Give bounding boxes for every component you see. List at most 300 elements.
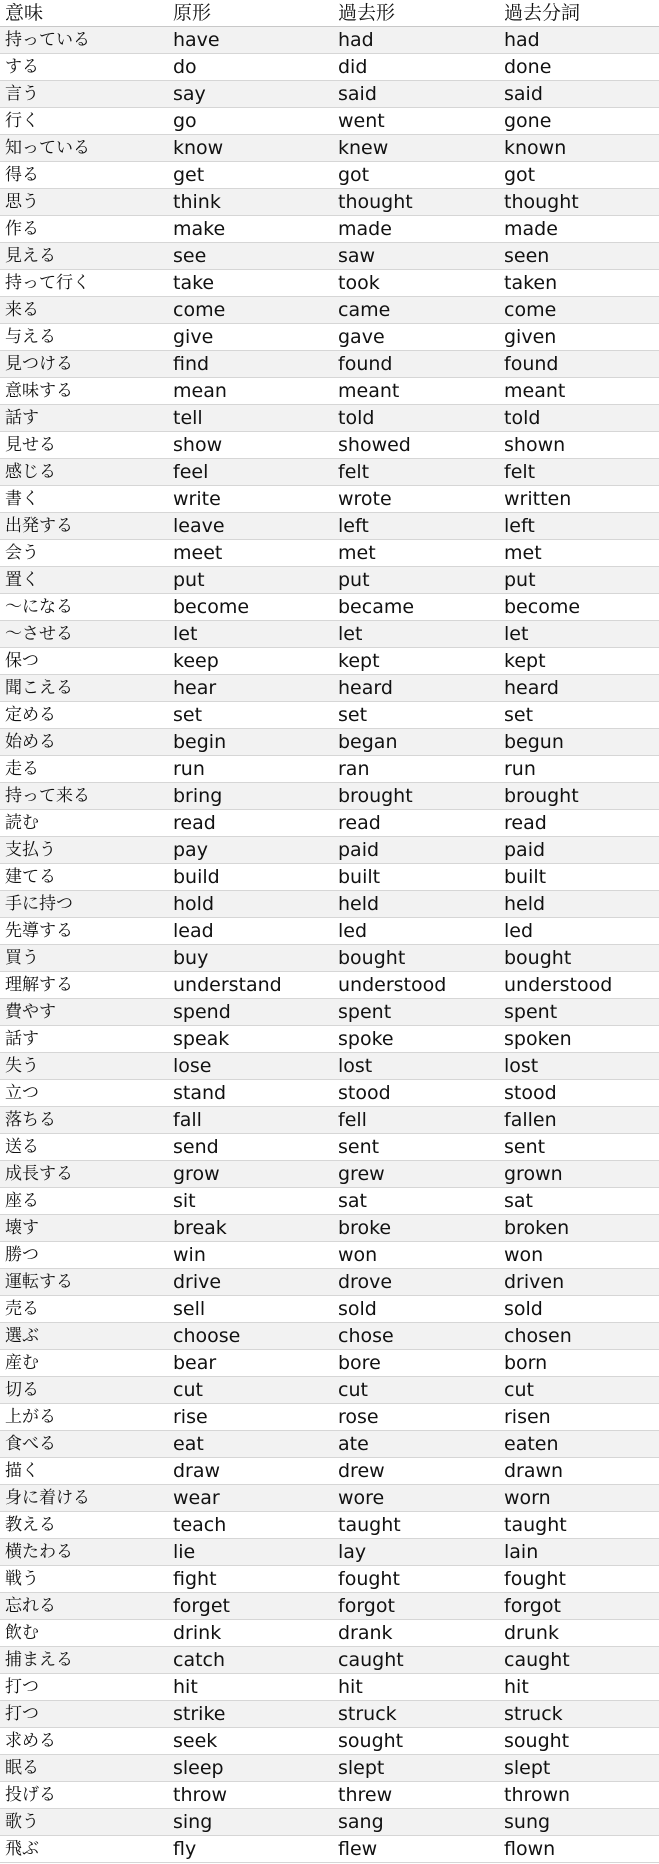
past-participle-cell: sought: [499, 1728, 659, 1755]
meaning-cell: 聞こえる: [0, 675, 168, 702]
past-participle-cell: come: [499, 297, 659, 324]
base-form-cell: lose: [168, 1053, 333, 1080]
table-row: [0, 1485, 659, 1512]
base-form-cell: drive: [168, 1269, 333, 1296]
past-tense-cell: heard: [333, 675, 499, 702]
base-form-cell: lead: [168, 918, 333, 945]
meaning-cell: 飲む: [0, 1620, 168, 1647]
base-form-cell: send: [168, 1134, 333, 1161]
meaning-cell: 作る: [0, 216, 168, 243]
table-row: [0, 297, 659, 324]
past-participle-cell: sat: [499, 1188, 659, 1215]
past-participle-cell: flown: [499, 1836, 659, 1863]
meaning-cell: 座る: [0, 1188, 168, 1215]
meaning-cell: 支払う: [0, 837, 168, 864]
base-form-cell: know: [168, 135, 333, 162]
meaning-cell: 食べる: [0, 1431, 168, 1458]
past-participle-cell: done: [499, 54, 659, 81]
table-row: [0, 729, 659, 756]
past-participle-cell: felt: [499, 459, 659, 486]
table-row: [0, 81, 659, 108]
past-participle-cell: led: [499, 918, 659, 945]
meaning-cell: 身に着ける: [0, 1485, 168, 1512]
past-participle-cell: heard: [499, 675, 659, 702]
past-tense-cell: knew: [333, 135, 499, 162]
meaning-cell: 買う: [0, 945, 168, 972]
past-tense-cell: rose: [333, 1404, 499, 1431]
base-form-cell: strike: [168, 1701, 333, 1728]
meaning-cell: 会う: [0, 540, 168, 567]
base-form-cell: fight: [168, 1566, 333, 1593]
meaning-cell: 成長する: [0, 1161, 168, 1188]
meaning-cell: 売る: [0, 1296, 168, 1323]
table-row: [0, 891, 659, 918]
past-participle-cell: stood: [499, 1080, 659, 1107]
meaning-cell: 見せる: [0, 432, 168, 459]
meaning-cell: 始める: [0, 729, 168, 756]
meaning-cell: 保つ: [0, 648, 168, 675]
meaning-cell: 持っている: [0, 27, 168, 54]
base-form-cell: find: [168, 351, 333, 378]
meaning-cell: 運転する: [0, 1269, 168, 1296]
header-base-form: 原形: [168, 0, 333, 27]
table-row: [0, 1539, 659, 1566]
past-participle-cell: said: [499, 81, 659, 108]
meaning-cell: 理解する: [0, 972, 168, 999]
past-tense-cell: broke: [333, 1215, 499, 1242]
table-row: [0, 243, 659, 270]
base-form-cell: feel: [168, 459, 333, 486]
base-form-cell: hit: [168, 1674, 333, 1701]
meaning-cell: 言う: [0, 81, 168, 108]
base-form-cell: leave: [168, 513, 333, 540]
past-tense-cell: told: [333, 405, 499, 432]
meaning-cell: 横たわる: [0, 1539, 168, 1566]
base-form-cell: sing: [168, 1809, 333, 1836]
meaning-cell: 投げる: [0, 1782, 168, 1809]
base-form-cell: take: [168, 270, 333, 297]
meaning-cell: 持って来る: [0, 783, 168, 810]
base-form-cell: meet: [168, 540, 333, 567]
meaning-cell: 費やす: [0, 999, 168, 1026]
past-participle-cell: cut: [499, 1377, 659, 1404]
past-participle-cell: caught: [499, 1647, 659, 1674]
base-form-cell: see: [168, 243, 333, 270]
meaning-cell: 話す: [0, 1026, 168, 1053]
meaning-cell: 失う: [0, 1053, 168, 1080]
table-row: [0, 1809, 659, 1836]
base-form-cell: come: [168, 297, 333, 324]
past-participle-cell: given: [499, 324, 659, 351]
past-participle-cell: driven: [499, 1269, 659, 1296]
base-form-cell: catch: [168, 1647, 333, 1674]
past-participle-cell: let: [499, 621, 659, 648]
past-participle-cell: sold: [499, 1296, 659, 1323]
past-tense-cell: paid: [333, 837, 499, 864]
past-participle-cell: taught: [499, 1512, 659, 1539]
past-tense-cell: found: [333, 351, 499, 378]
meaning-cell: 忘れる: [0, 1593, 168, 1620]
past-tense-cell: caught: [333, 1647, 499, 1674]
table-row: [0, 162, 659, 189]
table-header: [0, 0, 659, 27]
past-participle-cell: known: [499, 135, 659, 162]
past-tense-cell: put: [333, 567, 499, 594]
base-form-cell: drink: [168, 1620, 333, 1647]
past-tense-cell: saw: [333, 243, 499, 270]
past-participle-cell: won: [499, 1242, 659, 1269]
table-row: [0, 135, 659, 162]
base-form-cell: write: [168, 486, 333, 513]
base-form-cell: sell: [168, 1296, 333, 1323]
past-tense-cell: chose: [333, 1323, 499, 1350]
base-form-cell: hear: [168, 675, 333, 702]
table-row: [0, 1404, 659, 1431]
meaning-cell: 知っている: [0, 135, 168, 162]
base-form-cell: wear: [168, 1485, 333, 1512]
meaning-cell: 建てる: [0, 864, 168, 891]
meaning-cell: 置く: [0, 567, 168, 594]
past-tense-cell: built: [333, 864, 499, 891]
table-row: [0, 1026, 659, 1053]
past-participle-cell: broken: [499, 1215, 659, 1242]
table-row: [0, 270, 659, 297]
past-tense-cell: forgot: [333, 1593, 499, 1620]
past-tense-cell: grew: [333, 1161, 499, 1188]
base-form-cell: run: [168, 756, 333, 783]
meaning-cell: ～になる: [0, 594, 168, 621]
past-participle-cell: made: [499, 216, 659, 243]
past-tense-cell: won: [333, 1242, 499, 1269]
past-participle-cell: drunk: [499, 1620, 659, 1647]
table-row: [0, 1242, 659, 1269]
table-row: [0, 1269, 659, 1296]
table-row: [0, 1188, 659, 1215]
table-row: [0, 1755, 659, 1782]
table-row: [0, 1728, 659, 1755]
base-form-cell: spend: [168, 999, 333, 1026]
past-tense-cell: sought: [333, 1728, 499, 1755]
past-tense-cell: wrote: [333, 486, 499, 513]
past-participle-cell: paid: [499, 837, 659, 864]
past-participle-cell: struck: [499, 1701, 659, 1728]
past-tense-cell: had: [333, 27, 499, 54]
table-row: [0, 108, 659, 135]
table-row: [0, 1350, 659, 1377]
table-row: [0, 1593, 659, 1620]
past-tense-cell: thought: [333, 189, 499, 216]
table-row: [0, 432, 659, 459]
base-form-cell: say: [168, 81, 333, 108]
meaning-cell: 送る: [0, 1134, 168, 1161]
past-participle-cell: thrown: [499, 1782, 659, 1809]
meaning-cell: 走る: [0, 756, 168, 783]
past-participle-cell: meant: [499, 378, 659, 405]
table-row: [0, 1431, 659, 1458]
past-tense-cell: did: [333, 54, 499, 81]
past-tense-cell: fought: [333, 1566, 499, 1593]
past-tense-cell: bore: [333, 1350, 499, 1377]
table-row: [0, 756, 659, 783]
past-participle-cell: told: [499, 405, 659, 432]
table-row: [0, 459, 659, 486]
base-form-cell: lie: [168, 1539, 333, 1566]
past-tense-cell: came: [333, 297, 499, 324]
meaning-cell: 行く: [0, 108, 168, 135]
base-form-cell: buy: [168, 945, 333, 972]
base-form-cell: have: [168, 27, 333, 54]
base-form-cell: fly: [168, 1836, 333, 1863]
base-form-cell: think: [168, 189, 333, 216]
table-row: [0, 675, 659, 702]
past-participle-cell: brought: [499, 783, 659, 810]
base-form-cell: let: [168, 621, 333, 648]
base-form-cell: do: [168, 54, 333, 81]
table-row: [0, 378, 659, 405]
past-participle-cell: worn: [499, 1485, 659, 1512]
past-participle-cell: chosen: [499, 1323, 659, 1350]
base-form-cell: win: [168, 1242, 333, 1269]
table-row: [0, 1134, 659, 1161]
base-form-cell: eat: [168, 1431, 333, 1458]
meaning-cell: 先導する: [0, 918, 168, 945]
table-row: [0, 1296, 659, 1323]
table-row: [0, 1161, 659, 1188]
base-form-cell: give: [168, 324, 333, 351]
base-form-cell: hold: [168, 891, 333, 918]
past-tense-cell: got: [333, 162, 499, 189]
meaning-cell: 捕まえる: [0, 1647, 168, 1674]
past-tense-cell: held: [333, 891, 499, 918]
past-tense-cell: hit: [333, 1674, 499, 1701]
table-row: [0, 1107, 659, 1134]
past-participle-cell: held: [499, 891, 659, 918]
past-tense-cell: taught: [333, 1512, 499, 1539]
meaning-cell: 手に持つ: [0, 891, 168, 918]
past-participle-cell: fought: [499, 1566, 659, 1593]
base-form-cell: build: [168, 864, 333, 891]
past-tense-cell: meant: [333, 378, 499, 405]
table-row: [0, 351, 659, 378]
table-row: [0, 1053, 659, 1080]
table-row: [0, 783, 659, 810]
past-tense-cell: took: [333, 270, 499, 297]
past-tense-cell: gave: [333, 324, 499, 351]
past-tense-cell: flew: [333, 1836, 499, 1863]
meaning-cell: 話す: [0, 405, 168, 432]
past-tense-cell: said: [333, 81, 499, 108]
past-tense-cell: lay: [333, 1539, 499, 1566]
past-participle-cell: begun: [499, 729, 659, 756]
table-row: [0, 945, 659, 972]
meaning-cell: 飛ぶ: [0, 1836, 168, 1863]
table-row: [0, 837, 659, 864]
past-participle-cell: written: [499, 486, 659, 513]
past-participle-cell: grown: [499, 1161, 659, 1188]
meaning-cell: 見える: [0, 243, 168, 270]
meaning-cell: 求める: [0, 1728, 168, 1755]
table-row: [0, 864, 659, 891]
past-participle-cell: built: [499, 864, 659, 891]
meaning-cell: 来る: [0, 297, 168, 324]
table-row: [0, 1701, 659, 1728]
past-tense-cell: spoke: [333, 1026, 499, 1053]
past-participle-cell: risen: [499, 1404, 659, 1431]
past-tense-cell: lost: [333, 1053, 499, 1080]
meaning-cell: 落ちる: [0, 1107, 168, 1134]
meaning-cell: 書く: [0, 486, 168, 513]
table-row: [0, 621, 659, 648]
meaning-cell: 打つ: [0, 1674, 168, 1701]
meaning-cell: 読む: [0, 810, 168, 837]
past-participle-cell: lost: [499, 1053, 659, 1080]
past-participle-cell: drawn: [499, 1458, 659, 1485]
base-form-cell: begin: [168, 729, 333, 756]
meaning-cell: 持って行く: [0, 270, 168, 297]
table-row: [0, 324, 659, 351]
meaning-cell: 勝つ: [0, 1242, 168, 1269]
meaning-cell: 切る: [0, 1377, 168, 1404]
base-form-cell: become: [168, 594, 333, 621]
past-tense-cell: fell: [333, 1107, 499, 1134]
table-row: [0, 1647, 659, 1674]
past-tense-cell: began: [333, 729, 499, 756]
past-tense-cell: struck: [333, 1701, 499, 1728]
past-tense-cell: ate: [333, 1431, 499, 1458]
base-form-cell: grow: [168, 1161, 333, 1188]
meaning-cell: 壊す: [0, 1215, 168, 1242]
table-row: [0, 918, 659, 945]
past-tense-cell: wore: [333, 1485, 499, 1512]
past-tense-cell: felt: [333, 459, 499, 486]
past-tense-cell: ran: [333, 756, 499, 783]
past-participle-cell: lain: [499, 1539, 659, 1566]
past-participle-cell: forgot: [499, 1593, 659, 1620]
past-tense-cell: sat: [333, 1188, 499, 1215]
past-participle-cell: shown: [499, 432, 659, 459]
past-participle-cell: gone: [499, 108, 659, 135]
base-form-cell: fall: [168, 1107, 333, 1134]
past-participle-cell: kept: [499, 648, 659, 675]
past-tense-cell: set: [333, 702, 499, 729]
past-participle-cell: bought: [499, 945, 659, 972]
past-participle-cell: fallen: [499, 1107, 659, 1134]
header-row: [0, 0, 659, 27]
past-tense-cell: led: [333, 918, 499, 945]
past-tense-cell: became: [333, 594, 499, 621]
header-past-participle: 過去分詞: [499, 0, 659, 27]
past-tense-cell: sent: [333, 1134, 499, 1161]
base-form-cell: cut: [168, 1377, 333, 1404]
past-participle-cell: seen: [499, 243, 659, 270]
base-form-cell: go: [168, 108, 333, 135]
meaning-cell: 眠る: [0, 1755, 168, 1782]
table-row: [0, 999, 659, 1026]
base-form-cell: forget: [168, 1593, 333, 1620]
table-row: [0, 1836, 659, 1863]
past-tense-cell: made: [333, 216, 499, 243]
base-form-cell: put: [168, 567, 333, 594]
table-row: [0, 1080, 659, 1107]
past-participle-cell: read: [499, 810, 659, 837]
past-participle-cell: got: [499, 162, 659, 189]
past-tense-cell: left: [333, 513, 499, 540]
past-participle-cell: slept: [499, 1755, 659, 1782]
base-form-cell: keep: [168, 648, 333, 675]
meaning-cell: 戦う: [0, 1566, 168, 1593]
table-row: [0, 702, 659, 729]
table-row: [0, 594, 659, 621]
past-tense-cell: read: [333, 810, 499, 837]
past-participle-cell: born: [499, 1350, 659, 1377]
table-row: [0, 1323, 659, 1350]
meaning-cell: 出発する: [0, 513, 168, 540]
past-participle-cell: sent: [499, 1134, 659, 1161]
base-form-cell: set: [168, 702, 333, 729]
base-form-cell: mean: [168, 378, 333, 405]
base-form-cell: tell: [168, 405, 333, 432]
meaning-cell: 教える: [0, 1512, 168, 1539]
past-tense-cell: sold: [333, 1296, 499, 1323]
meaning-cell: 打つ: [0, 1701, 168, 1728]
table-row: [0, 27, 659, 54]
past-participle-cell: spent: [499, 999, 659, 1026]
table-row: [0, 567, 659, 594]
base-form-cell: make: [168, 216, 333, 243]
base-form-cell: understand: [168, 972, 333, 999]
table-row: [0, 1215, 659, 1242]
meaning-cell: 意味する: [0, 378, 168, 405]
past-tense-cell: let: [333, 621, 499, 648]
past-tense-cell: stood: [333, 1080, 499, 1107]
header-meaning: 意味: [0, 0, 168, 27]
past-participle-cell: understood: [499, 972, 659, 999]
table-row: [0, 1458, 659, 1485]
past-participle-cell: taken: [499, 270, 659, 297]
base-form-cell: get: [168, 162, 333, 189]
meaning-cell: 思う: [0, 189, 168, 216]
past-tense-cell: met: [333, 540, 499, 567]
past-tense-cell: drank: [333, 1620, 499, 1647]
meaning-cell: 与える: [0, 324, 168, 351]
past-tense-cell: bought: [333, 945, 499, 972]
past-participle-cell: put: [499, 567, 659, 594]
base-form-cell: bring: [168, 783, 333, 810]
meaning-cell: 得る: [0, 162, 168, 189]
meaning-cell: 定める: [0, 702, 168, 729]
base-form-cell: pay: [168, 837, 333, 864]
table-row: [0, 513, 659, 540]
base-form-cell: seek: [168, 1728, 333, 1755]
past-tense-cell: went: [333, 108, 499, 135]
past-tense-cell: brought: [333, 783, 499, 810]
past-tense-cell: threw: [333, 1782, 499, 1809]
base-form-cell: throw: [168, 1782, 333, 1809]
table-row: [0, 486, 659, 513]
base-form-cell: stand: [168, 1080, 333, 1107]
past-tense-cell: drove: [333, 1269, 499, 1296]
meaning-cell: 描く: [0, 1458, 168, 1485]
base-form-cell: rise: [168, 1404, 333, 1431]
base-form-cell: speak: [168, 1026, 333, 1053]
table-row: [0, 1782, 659, 1809]
base-form-cell: bear: [168, 1350, 333, 1377]
past-participle-cell: thought: [499, 189, 659, 216]
table-row: [0, 648, 659, 675]
base-form-cell: teach: [168, 1512, 333, 1539]
base-form-cell: read: [168, 810, 333, 837]
meaning-cell: ～させる: [0, 621, 168, 648]
